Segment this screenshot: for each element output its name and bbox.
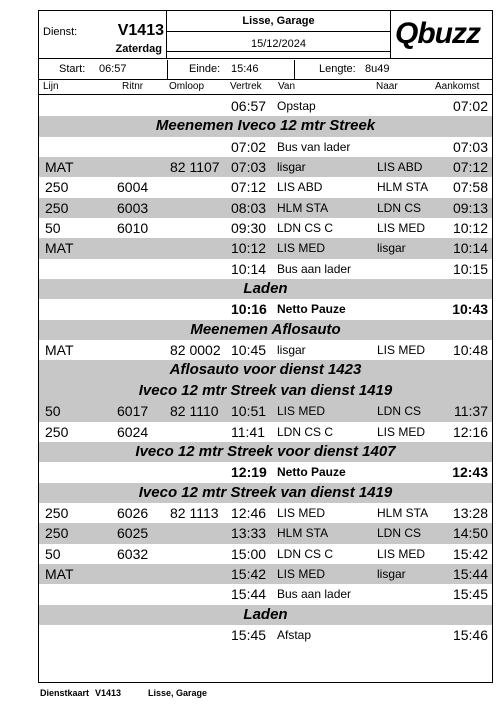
section-row [39,442,492,462]
cell-lijn: 50 [45,220,61,237]
cell-naar: HLM STA [377,505,429,520]
cell-lijn: MAT [45,342,74,359]
cell-naar: LIS MED [377,424,426,439]
cell-van: LDN CS C [277,424,334,439]
cell-ritnr: 6017 [117,403,149,420]
pause-row [39,299,492,319]
section-row [39,605,492,625]
pause-row [39,462,492,482]
cell-aankomst: 10:14 [452,240,488,257]
cell-omloop: 82 1107 [170,159,220,176]
duty-card [38,10,493,683]
trip-row [39,544,492,564]
cell-ritnr: 6010 [117,220,149,237]
duty-date: 15/12/2024 [250,38,307,50]
cell-aankomst: 10:15 [452,260,488,277]
cell-vertrek: 10:51 [231,403,267,420]
section-row [39,381,492,401]
cell-van: Afstap [277,627,312,642]
section-title: Meenemen Aflosauto [190,320,341,338]
trip-row [39,96,492,116]
section-row [39,279,492,299]
duty-label: Dienst: [43,26,78,38]
section-row [39,320,492,340]
duty-day: Zaterdag [115,43,162,55]
card-header [39,11,492,59]
length-value: 8u49 [365,63,390,75]
divider [167,31,390,32]
section-row [39,116,492,136]
cell-lijn: 250 [45,423,69,440]
divider [167,51,390,52]
cell-ritnr: 6003 [117,199,149,216]
cell-naar: LIS ABD [377,160,423,175]
schedule-rows [39,96,492,645]
cell-lijn: 250 [45,504,69,521]
cell-aankomst: 15:42 [452,545,488,562]
trip-row [39,564,492,584]
column-headers [39,81,492,95]
cell-aankomst: 10:12 [452,220,488,237]
cell-omloop: 82 1113 [170,504,219,521]
cell-vertrek: 06:57 [231,98,267,114]
divider [294,60,295,80]
cell-omloop: 82 1110 [170,403,219,420]
footer-location: Lisse, Garage [148,688,208,698]
depot-location: Lisse, Garage [242,15,315,27]
cell-van: LDN CS C [277,546,334,561]
cell-vertrek: 09:30 [231,220,267,237]
cell-naar: LDN CS [377,404,422,419]
cell-van: HLM STA [277,200,329,215]
trip-row [39,137,492,157]
cell-van: lisgar [277,343,306,358]
cell-lijn: 250 [45,525,69,542]
cell-van: HLM STA [277,526,329,541]
logo-cell [391,11,492,59]
cell-vertrek: 15:42 [231,565,267,582]
cell-vertrek: 10:14 [231,260,267,277]
section-title: Laden [243,605,288,623]
cell-naar: LIS MED [377,546,426,561]
section-title: Laden [243,280,288,298]
cell-vertrek: 15:00 [231,545,267,562]
cell-van: Bus aan lader [277,261,352,276]
cell-van: LIS MED [277,241,326,256]
cell-aankomst: 09:13 [452,199,488,216]
section-row [39,360,492,380]
trip-row [39,503,492,523]
cell-vertrek: 10:16 [231,301,267,318]
trip-row [39,523,492,543]
qbuzz-logo: Qbuzz [395,17,480,50]
trip-row [39,218,492,238]
cell-aankomst: 07:02 [452,98,488,114]
location-date-cell [167,11,391,59]
cell-van: Netto Pauze [277,465,346,480]
cell-ritnr: 6026 [117,504,149,521]
cell-vertrek: 07:02 [231,138,267,155]
cell-lijn: MAT [45,565,74,582]
cell-omloop: 82 0002 [170,342,221,359]
cell-van: lisgar [277,160,306,175]
cell-naar: HLM STA [377,180,429,195]
col-omloop: Omloop [169,81,205,92]
divider [167,60,168,80]
cell-vertrek: 07:12 [231,179,267,196]
cell-van: LDN CS C [277,221,334,236]
cell-lijn: 50 [45,403,61,420]
cell-vertrek: 07:03 [231,159,267,176]
col-naar: Naar [376,81,398,92]
col-ritnr: Ritnr [122,81,144,92]
end-time: 15:46 [231,63,259,75]
length-label: Lengte: [319,63,356,75]
cell-van: Bus van lader [277,139,351,154]
cell-vertrek: 12:46 [231,504,267,521]
cell-van: LIS ABD [277,180,323,195]
cell-ritnr: 6025 [117,525,149,542]
cell-aankomst: 07:58 [452,179,488,196]
cell-vertrek: 08:03 [231,199,267,216]
cell-lijn: 250 [45,179,69,196]
end-label: Einde: [189,63,221,75]
duty-cell [39,11,167,59]
footer-duty: V1413 [95,688,122,698]
cell-aankomst: 15:45 [452,586,488,603]
cell-vertrek: 13:33 [231,525,267,542]
trip-row [39,625,492,645]
col-van: Van [278,81,296,92]
duty-number: V1413 [117,22,164,39]
trip-row [39,584,492,604]
start-label: Start: [59,63,86,75]
cell-vertrek: 15:44 [231,586,267,603]
cell-van: LIS MED [277,505,326,520]
cell-van: Opstap [277,99,316,113]
cell-vertrek: 10:12 [231,240,267,257]
cell-aankomst: 12:16 [452,423,488,440]
cell-naar: LIS MED [377,221,426,236]
cell-aankomst: 15:46 [452,626,488,643]
col-lijn: Lijn [43,81,59,92]
cell-aankomst: 15:44 [452,565,488,582]
footer-label: Dienstkaart [40,688,90,698]
cell-van: Netto Pauze [277,302,346,317]
trip-row [39,340,492,360]
cell-aankomst: 10:43 [452,301,488,318]
cell-van: LIS MED [277,566,326,581]
cell-aankomst: 14:50 [452,525,488,542]
trip-row [39,259,492,279]
cell-aankomst: 07:12 [452,159,488,176]
section-title: Aflosauto voor dienst 1423 [169,361,362,379]
cell-aankomst: 13:28 [452,504,488,521]
trip-row [39,422,492,442]
cell-ritnr: 6024 [117,423,149,440]
cell-vertrek: 11:41 [231,423,265,440]
cell-aankomst: 12:43 [452,464,488,481]
cell-naar: LIS MED [377,343,426,358]
section-title: Meenemen Iveco 12 mtr Streek [155,117,376,135]
cell-ritnr: 6004 [117,179,149,196]
start-time: 06:57 [99,63,127,75]
cell-naar: lisgar [377,241,406,256]
cell-naar: lisgar [377,566,406,581]
col-aankomst: Aankomst [435,81,480,92]
cell-aankomst: 07:03 [452,138,488,155]
cell-lijn: MAT [45,159,74,176]
trip-row [39,401,492,421]
cell-vertrek: 12:19 [231,464,267,481]
cell-aankomst: 11:37 [454,403,488,420]
cell-vertrek: 15:45 [231,626,267,643]
trip-row [39,198,492,218]
cell-lijn: 50 [45,545,61,562]
trip-row [39,157,492,177]
trip-row [39,238,492,258]
trip-row [39,177,492,197]
section-title: Iveco 12 mtr Streek van dienst 1419 [138,381,393,399]
cell-van: LIS MED [277,404,326,419]
cell-vertrek: 10:45 [231,342,267,359]
cell-aankomst: 10:48 [452,342,488,359]
cell-ritnr: 6032 [117,545,149,562]
section-title: Iveco 12 mtr Streek voor dienst 1407 [135,442,396,460]
section-row [39,483,492,503]
col-vertrek: Vertrek [230,81,262,92]
cell-lijn: 250 [45,199,69,216]
cell-lijn: MAT [45,240,74,257]
cell-van: Bus aan lader [277,587,352,602]
duty-times [39,60,492,80]
cell-naar: LDN CS [377,526,422,541]
cell-naar: LDN CS [377,200,422,215]
section-title: Iveco 12 mtr Streek van dienst 1419 [138,483,393,501]
